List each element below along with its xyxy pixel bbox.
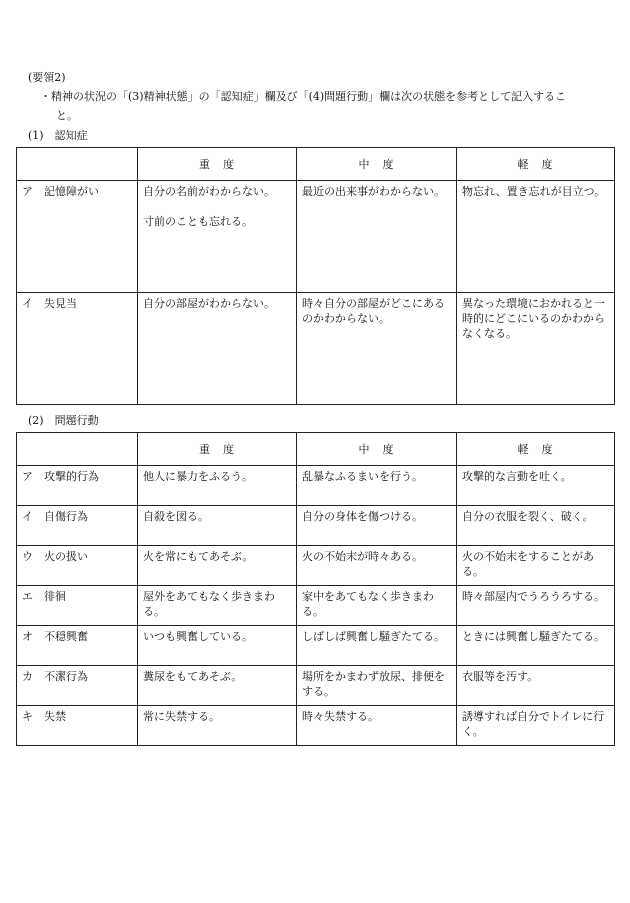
row-label: ア 攻撃的行為 [17,466,138,506]
table-row [17,466,615,506]
table-row [17,181,615,293]
instruction-line-2: と。 [56,109,78,122]
mild-cell: 誘導すれば自分でトイレに行く。 [457,706,615,746]
severe-cell: 火を常にもてあそぶ。 [138,546,297,586]
header-cell-moderate: 中 度 [297,433,457,466]
mild-cell: 自分の衣服を裂く、破く。 [457,506,615,546]
row-label: エ 徘徊 [17,586,138,626]
table-header-row [17,433,615,466]
table-row [17,666,615,706]
moderate-cell: 自分の身体を傷つける。 [297,506,457,546]
mild-cell: 攻撃的な言動を吐く。 [457,466,615,506]
severe-cell: いつも興奮している。 [138,626,297,666]
severe-cell: 他人に暴力をふるう。 [138,466,297,506]
dementia-table [16,147,615,405]
moderate-cell: 火の不始末が時々ある。 [297,546,457,586]
row-label: キ 失禁 [17,706,138,746]
row-label: オ 不穏興奮 [17,626,138,666]
mild-cell: 火の不始末をすることがある。 [457,546,615,586]
severe-cell [138,181,297,293]
table-row [17,546,615,586]
mild-cell: 物忘れ、置き忘れが目立つ。 [457,181,615,293]
moderate-cell: 乱暴なふるまいを行う。 [297,466,457,506]
header-cell-blank [17,433,138,466]
table-row [17,626,615,666]
mild-cell: 時々部屋内でうろうろする。 [457,586,615,626]
mild-cell: 異なった環境におかれると一時的にどこにいるのかわからなくなる。 [457,293,615,405]
moderate-cell: しばしば興奮し騒ぎたてる。 [297,626,457,666]
severe-cell: 自分の部屋がわからない。 [138,293,297,405]
table-header-row [17,148,615,181]
header-cell-blank [17,148,138,181]
row-label: イ 失見当 [17,293,138,405]
row-label: カ 不潔行為 [17,666,138,706]
moderate-cell: 場所をかまわず放尿、排便をする。 [297,666,457,706]
section-heading: (要領2) [28,71,66,84]
severe-cell: 自殺を図る。 [138,506,297,546]
severe-cell: 屋外をあてもなく歩きまわる。 [138,586,297,626]
dementia-title: (1) 認知症 [28,129,88,142]
table-row [17,586,615,626]
row-label: ウ 火の扱い [17,546,138,586]
behavior-title: (2) 問題行動 [28,414,99,427]
behavior-table [16,432,615,746]
mild-cell: ときには興奮し騒ぎたてる。 [457,626,615,666]
moderate-cell: 家中をあてもなく歩きまわる。 [297,586,457,626]
moderate-cell: 時々失禁する。 [297,706,457,746]
header-cell-severe: 重 度 [138,433,297,466]
mild-cell: 衣服等を汚す。 [457,666,615,706]
severe-cell: 糞尿をもてあそぶ。 [138,666,297,706]
header-cell-mild: 軽 度 [457,433,615,466]
table-row [17,293,615,405]
row-label: イ 自傷行為 [17,506,138,546]
header-cell-severe: 重 度 [138,148,297,181]
header-cell-mild: 軽 度 [457,148,615,181]
header-cell-moderate: 中 度 [297,148,457,181]
table-row [17,706,615,746]
moderate-cell: 最近の出来事がわからない。 [297,181,457,293]
severe-extra-text: 寸前のことも忘れる。 [143,215,253,228]
severe-text: 自分の名前がわからない。 [143,185,275,198]
instruction-line-1: ・精神の状況の「(3)精神状態」の「認知症」欄及び「(4)問題行動」欄は次の状態を参考として記入するこ [40,90,567,103]
row-label: ア 記憶障がい [17,181,138,293]
severe-cell: 常に失禁する。 [138,706,297,746]
moderate-cell: 時々自分の部屋がどこにあるのかわからない。 [297,293,457,405]
table-row [17,506,615,546]
